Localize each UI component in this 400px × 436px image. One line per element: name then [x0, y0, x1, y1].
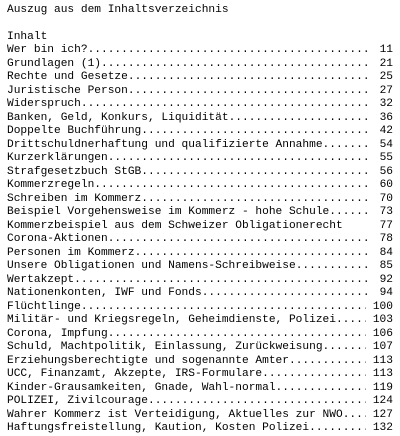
toc-dot-leader — [262, 368, 366, 382]
toc-dot-leader — [108, 152, 370, 166]
toc-entry-page-number: 60 — [379, 179, 393, 191]
toc-entry-title: Corona, Impfung — [7, 327, 108, 340]
toc-dot-leader — [128, 71, 370, 85]
toc-entry-page-number: 70 — [379, 192, 393, 205]
toc-entry-page-number: 21 — [379, 57, 393, 70]
toc-dot-leader — [74, 274, 370, 288]
document-heading: Auszug aus dem Inhaltsverzeichnis — [7, 4, 229, 16]
toc-entry-page-number: 113 — [372, 354, 393, 367]
toc-entry-title: Kurzerklärungen — [7, 152, 108, 164]
toc-entry — [7, 422, 393, 436]
toc-entry — [7, 206, 393, 220]
toc-entry-title: Kommerzbeispiel aus dem Schweizer Obligationerecht — [7, 219, 343, 232]
toc-entry-title: Juristische Person — [7, 84, 128, 97]
toc-entry — [7, 112, 393, 126]
toc-entry — [7, 301, 393, 315]
toc-dot-leader — [323, 139, 370, 153]
toc-dot-leader — [202, 287, 370, 301]
toc-entry — [7, 287, 393, 301]
toc-entry-page-number: 124 — [372, 395, 393, 407]
toc-dot-leader — [94, 179, 370, 193]
toc-entry — [7, 314, 393, 328]
toc-entry-title: Unsere Obligationen und Namens-Schreibweise — [7, 260, 296, 272]
toc-entry — [7, 409, 393, 423]
toc-dot-leader — [141, 166, 370, 180]
toc-dot-leader — [289, 355, 366, 369]
toc-entry-title: Doppelte Buchführung — [7, 125, 142, 137]
toc-dot-leader — [309, 422, 366, 436]
toc-entry-page-number: 11 — [379, 44, 393, 56]
toc-entry-page-number: 56 — [379, 165, 393, 178]
toc-dot-leader — [128, 85, 370, 99]
toc-entry — [7, 139, 393, 153]
toc-entry — [7, 152, 393, 166]
toc-entry-title: Wertakzept — [7, 273, 75, 286]
toc-entry-title: Grundlagen (1) — [7, 57, 101, 70]
toc-entry-page-number: 42 — [379, 125, 393, 137]
toc-entry-title: Kinder-Grausamkeiten, Gnade, Wahl-normal — [7, 381, 276, 394]
toc-dot-leader — [108, 328, 366, 342]
toc-entry — [7, 98, 393, 112]
toc-entry-title: Wahrer Kommerz ist Verteidigung, Aktuelles zur NWO — [7, 408, 343, 421]
toc-entry — [7, 179, 393, 193]
toc-entry-title: Drittschuldnerhaftung und qualifizierte Annahme — [7, 138, 323, 151]
toc-entry-page-number: 77 — [379, 219, 393, 232]
toc-entry — [7, 341, 393, 355]
toc-entry-title: Schuld, Machtpolitik, Einlassung, Zurückweisung — [7, 341, 323, 353]
toc-dot-leader — [81, 301, 366, 315]
toc-entry — [7, 382, 393, 396]
toc-dot-leader — [141, 193, 370, 207]
toc-dot-leader — [141, 125, 370, 139]
toc-entry-page-number: 25 — [379, 71, 393, 83]
toc-entry-title: Schreiben im Kommerz — [7, 192, 142, 205]
toc-entry-title: Flüchtlinge — [7, 300, 81, 313]
toc-entry-title: Personen im Kommerz — [7, 246, 135, 259]
toc-dot-leader — [323, 341, 367, 355]
toc-entry — [7, 247, 393, 261]
toc-entry-page-number: 113 — [372, 368, 393, 380]
toc-entry-page-number: 94 — [379, 287, 393, 299]
toc-entry-page-number: 36 — [379, 111, 393, 124]
toc-entry-page-number: 54 — [379, 138, 393, 151]
toc-dot-leader — [148, 395, 366, 409]
toc-entry — [7, 274, 393, 288]
toc-entry-page-number: 84 — [379, 246, 393, 259]
toc-dot-leader — [276, 382, 367, 396]
toc-entry — [7, 395, 393, 409]
toc-entry-page-number: 100 — [372, 300, 393, 313]
toc-entry-page-number: 127 — [372, 408, 393, 421]
toc-entry — [7, 193, 393, 207]
toc-subheading: Inhalt — [7, 30, 48, 43]
toc-entry-page-number: 132 — [372, 422, 393, 434]
toc-entry-title: Widerspruch — [7, 98, 81, 110]
toc-entry-title: Rechte und Gesetze — [7, 71, 128, 83]
toc-entry-page-number: 32 — [379, 98, 393, 110]
toc-entry — [7, 85, 393, 99]
toc-entry-page-number: 27 — [379, 84, 393, 97]
toc-entry — [7, 71, 393, 85]
toc-entry-title: Nationenkonten, IWF und Fonds — [7, 287, 202, 299]
toc-entry-page-number: 106 — [372, 327, 393, 340]
toc-entry-title: Militär- und Kriegsregeln, Geheimdienste, Polizei — [7, 314, 336, 326]
toc-dot-leader — [101, 58, 370, 72]
toc-entry-page-number: 73 — [379, 206, 393, 218]
toc-entry — [7, 260, 393, 274]
toc-dot-leader — [336, 314, 366, 328]
toc-list — [7, 44, 393, 436]
toc-entry — [7, 368, 393, 382]
toc-entry — [7, 220, 393, 234]
toc-entry-page-number: 103 — [372, 314, 393, 326]
toc-entry-title: UCC, Finanzamt, Akzepte, IRS-Formulare — [7, 368, 263, 380]
toc-dot-leader — [88, 44, 370, 58]
toc-entry-page-number: 119 — [372, 381, 393, 394]
toc-entry-title: Corona-Aktionen — [7, 233, 108, 245]
toc-entry — [7, 58, 393, 72]
toc-dot-leader — [229, 112, 370, 126]
toc-entry-title: Wer bin ich? — [7, 44, 88, 56]
toc-dot-leader — [343, 409, 366, 423]
toc-entry-title: POLIZEI, Zivilcourage — [7, 395, 148, 407]
toc-entry — [7, 355, 393, 369]
toc-dot-leader — [329, 206, 370, 220]
toc-dot-leader — [81, 98, 370, 112]
toc-entry — [7, 233, 393, 247]
toc-dot-leader — [296, 260, 370, 274]
toc-entry — [7, 328, 393, 342]
toc-entry-page-number: 85 — [379, 260, 393, 272]
toc-entry-page-number: 55 — [379, 152, 393, 164]
toc-entry — [7, 125, 393, 139]
toc-entry-page-number: 78 — [379, 233, 393, 245]
toc-entry-title: Beispiel Vorgehensweise im Kommerz - hohe Schule — [7, 206, 330, 218]
toc-entry-title: Strafgesetzbuch StGB — [7, 165, 142, 178]
toc-entry — [7, 166, 393, 180]
toc-entry — [7, 44, 393, 58]
toc-entry-page-number: 107 — [372, 341, 393, 353]
toc-dot-leader — [108, 233, 370, 247]
toc-entry-title: Kommerzregeln — [7, 179, 95, 191]
toc-entry-title: Banken, Geld, Konkurs, Liquidität — [7, 111, 229, 124]
toc-page — [7, 4, 393, 436]
toc-entry-title: Erziehungsberechtigte und sogenannte Ämter — [7, 354, 289, 367]
toc-entry-page-number: 92 — [379, 273, 393, 286]
toc-entry-title: Haftungsfreistellung, Kaution, Kosten Polizei — [7, 422, 310, 434]
toc-dot-leader — [135, 247, 370, 261]
